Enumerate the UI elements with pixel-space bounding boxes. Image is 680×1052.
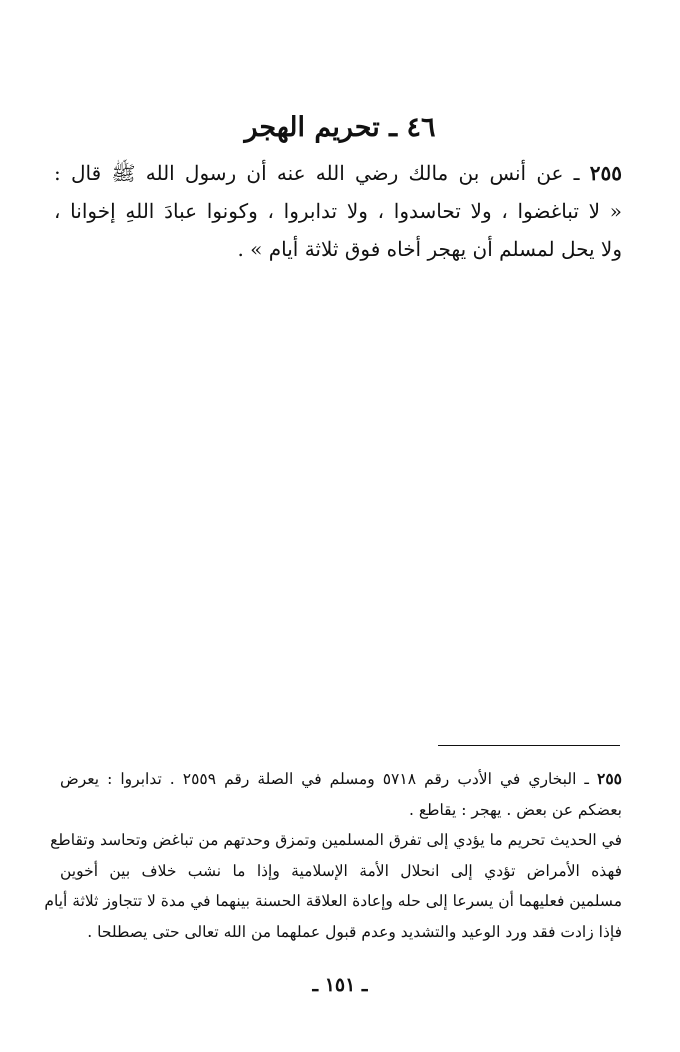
hadith-line-3: ولا يحل لمسلم أن يهجر أخاه فوق ثلاثة أيام » . — [237, 237, 622, 261]
chapter-title: ٤٦ ـ تحريم الهجر — [244, 112, 436, 143]
footnote-line-4: فهذه الأمراض تؤدي إلى انحلال الأمة الإسلامية وإذا ما نشب خلاف بين أخوين — [60, 861, 622, 880]
footnote-line-5: مسلمين فعليهما أن يسرعا إلى حله وإعادة العلاقة الحسنة بينهما في مدة لا تتجاوز ثلاثة أيام — [44, 892, 622, 910]
footnote-line-1-text: ـ البخاري في الأدب رقم ٥٧١٨ ومسلم في الصلة رقم ٢٥٥٩ . تدابروا : يعرض — [60, 770, 589, 788]
hadith-line-2: « لا تباغضوا ، ولا تحاسدوا ، ولا تدابروا ، وكونوا عبادَ اللهِ إخوانا ، — [54, 199, 622, 223]
page-number: ـ ١٥١ ـ — [312, 974, 368, 996]
footnote-line-1 — [60, 764, 622, 795]
footnote-line-6: فإذا زادت فقد ورد الوعيد والتشديد وعدم قبول عملهما من الله تعالى حتى يصطلحا . — [87, 922, 622, 941]
footnote — [44, 764, 622, 947]
hadith-text — [54, 154, 622, 268]
footnote-line-2: بعضكم عن بعض . يهجر : يقاطع . — [409, 800, 622, 819]
hadith-line-1-text: ـ عن أنس بن مالك رضي الله عنه أن رسول الله ﷺ قال : — [54, 161, 580, 185]
hadith-line-1 — [54, 154, 622, 192]
footnote-line-3: في الحديث تحريم ما يؤدي إلى تفرق المسلمين وتمزق وحدتهم من تباغض وتحاسد وتقاطع — [50, 831, 622, 849]
footnote-number: ٢٥٥ — [597, 769, 622, 788]
hadith-number: ٢٥٥ — [589, 161, 622, 185]
footnote-separator — [438, 745, 620, 746]
